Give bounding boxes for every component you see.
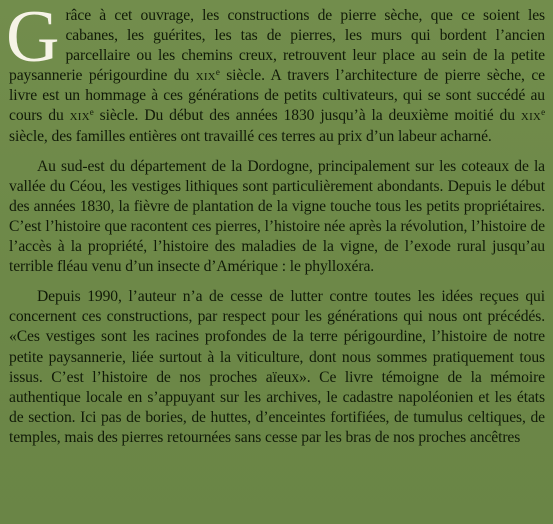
paragraph-1-text-2: siècle. A travers l’architecture de pierre sèche, ce livre est un hommage à ces générations de petits cultivateurs, qui se sont succédé au cours du (9, 67, 545, 125)
paragraph-1-text-3: siècle. Du début des années 1830 jusqu’à la deuxième moitié du (93, 107, 521, 125)
paragraph-2 (9, 157, 545, 278)
paragraph-1-text-1: râce à cet ouvrage, les constructions de pierre sèche, que ce soient les cabanes, les guérites, les tas de pierres, les murs qui bordent l’ancien parcellaire ou les chemins creux, retrouvent leur place au sein de la petite paysannerie périgourdine du (9, 7, 545, 85)
roman-numeral-century: xix (195, 67, 216, 85)
ordinal-superscript: e (541, 107, 545, 118)
ordinal-superscript: e (89, 107, 94, 118)
paragraph-1-text-4: siècle, des familles entières ont travaillé ces terres au prix d’un labeur acharné. (9, 127, 492, 145)
roman-numeral-century: xix (520, 107, 542, 125)
drop-cap-letter: G (6, 0, 60, 78)
paragraph-3 (9, 287, 545, 448)
roman-numeral-century: xix (69, 107, 90, 125)
paragraph-2-text: Au sud-est du département de la Dordogne, principalement sur les coteaux de la vallée du Céou, les vestiges lithiques sont particulièrement abondants. Depuis le début des années 1830, la fièvre de plantation de la vigne touche tous les petits propriétaires. C’est l’histoire que racontent ces pierres, l’histoire née après la révolution, l’histoire de l’accès à la propriété, l’histoire des maladies de la vigne, de l’exode rural jusqu’au terrible fléau venu d’un insecte d’Amérique : le phylloxéra. (9, 157, 545, 276)
ordinal-superscript: e (215, 67, 220, 78)
paragraph-3-text: Depuis 1990, l’auteur n’a de cesse de lutter contre toutes les idées reçues qui concernent ces constructions, par respect pour les générations qui nous ont précédés. «Ces vestiges sont les racines profondes de la terre périgourdine, l’histoire de notre petite paysannerie, liée surtout à la viticulture, dont nous sommes pratiquement tous issus. C’est l’histoire de nos proches aïeux». Ce livre témoigne de la mémoire authentique locale en s’appuyant sur les archives, le cadastre napoléonien et les états de section. Ici pas de bories, de huttes, d’enceintes fortifiées, de tumulus celtiques, de temples, mais des pierres retournées sans cesse par les bras de nos proches ancêtres (9, 288, 545, 446)
paragraph-1 (6, 0, 545, 147)
